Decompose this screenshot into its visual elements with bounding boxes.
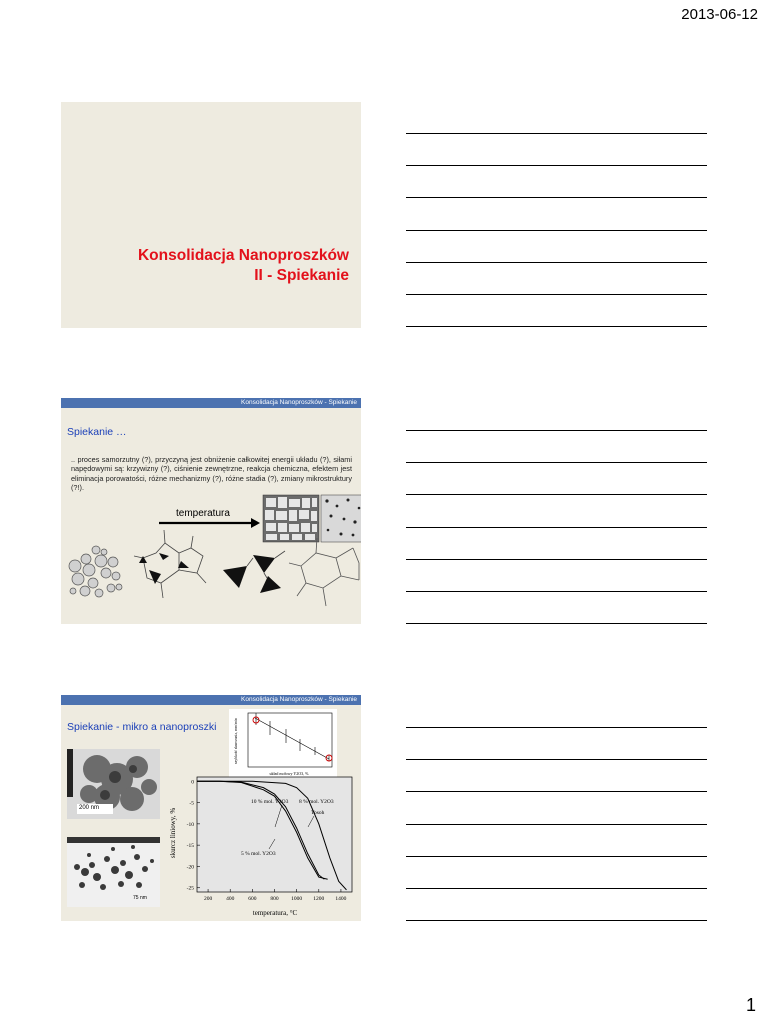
slide-1-title-line2: II - Spiekanie (254, 267, 349, 284)
shrinkage-chart (169, 773, 355, 918)
scale-bar-2-label: 75 nm (133, 895, 147, 901)
x-tick-label: 1200 (313, 896, 325, 902)
inset-chart (229, 709, 337, 781)
x-tick-label: 200 (203, 896, 213, 902)
page-number: 1 (745, 995, 756, 1015)
slide-1 (61, 102, 361, 328)
x-tick-label: 1400 (335, 896, 347, 902)
temperature-arrow-label: temperatura (176, 508, 230, 519)
y-axis-label: skurcz liniowy, % (169, 807, 177, 859)
slide-2-header: Konsolidacja Nanoproszków - Spiekanie (61, 398, 361, 408)
slide-2 (61, 398, 361, 624)
y-tick-label: -20 (186, 864, 194, 871)
slide-1-title-line1: Konsolidacja Nanoproszków (137, 247, 349, 264)
print-date: 2013-06-12 (681, 6, 758, 23)
slide-3-title: Spiekanie - mikro a nanoproszki (67, 721, 217, 733)
x-tick-label: 600 (248, 896, 257, 902)
y-tick-label: -10 (186, 821, 194, 828)
x-tick-label: 1000 (291, 896, 303, 902)
slide-2-title: Spiekanie … (67, 426, 127, 438)
slide-1-title (138, 246, 349, 286)
scale-bar-1-label: 200 nm (79, 805, 100, 811)
y-tick-label: 0 (191, 779, 194, 786)
y-tick-label: -5 (189, 800, 194, 807)
x-tick-label: 800 (270, 896, 279, 902)
tem-micrograph-2 (67, 837, 160, 907)
series-label-tosoh: Tosoh (311, 810, 325, 816)
slide-3-header: Konsolidacja Nanoproszków - Spiekanie (61, 695, 361, 705)
series-label-5-mol: 5 % mol. Y2O3 (241, 851, 276, 857)
y-tick-label: -25 (186, 885, 194, 892)
sintering-diagram (61, 398, 361, 624)
y-tick-label: -15 (186, 843, 194, 850)
slide-3 (61, 695, 361, 921)
series-label-10-mol: 10 % mol. Y2O3 (251, 799, 289, 805)
series-label-8-mol: 8 % mol. Y2O3 (299, 799, 334, 805)
tem-micrograph-1 (67, 749, 160, 819)
x-tick-label: 400 (226, 896, 235, 902)
slide-2-body: .. proces samorzutny (?), przyczyną jest obniżenie całkowitej energii układu (?), siłami napędowymi są: krzywizny (?), ciśnienie zewnętrzne, reakcja chemiczna, efektem jest eliminacja porowatości, różne mechanizmy (?), różne stadia (?), zmiany mikrostruktury (?!). (71, 455, 352, 493)
inset-ylabel: szybkość skurczania, mm/min (234, 718, 238, 764)
inset-xlabel: układ mołowy Y2O3, % (269, 771, 309, 776)
x-axis-label: temperatura, °C (252, 909, 298, 917)
